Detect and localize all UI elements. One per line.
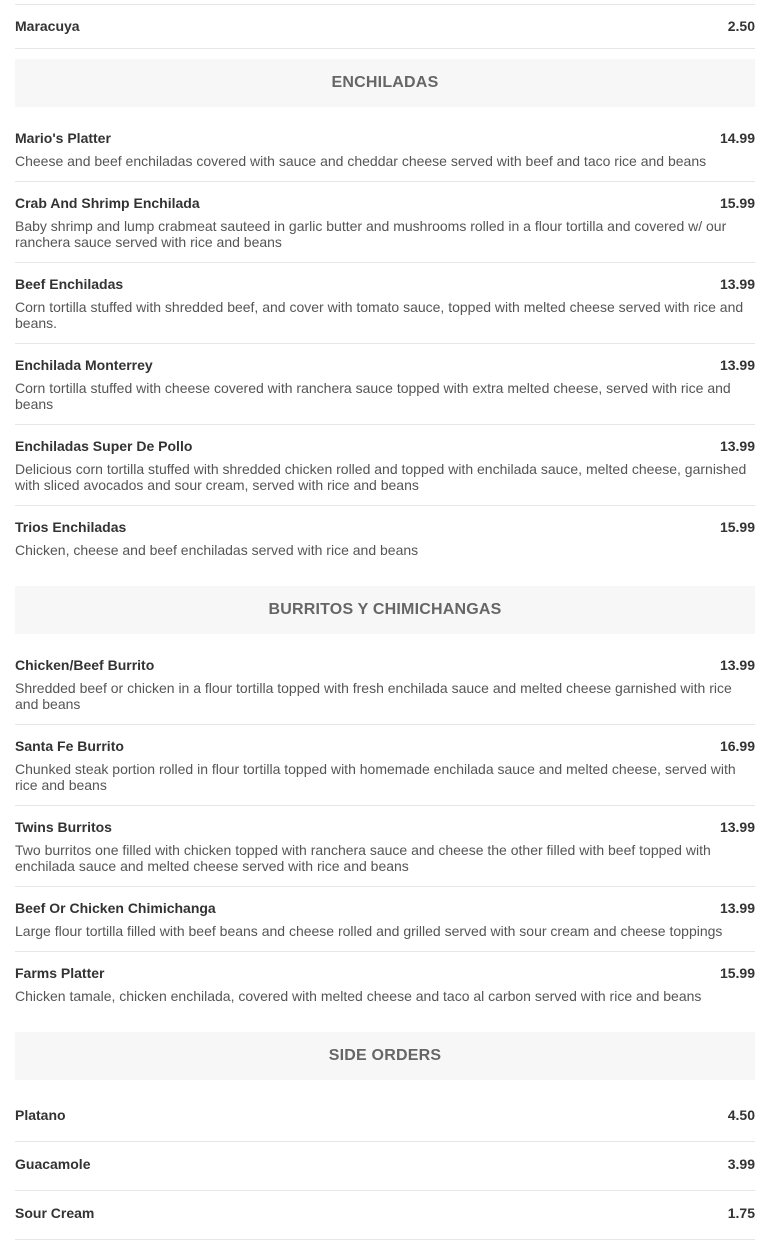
item-price: 13.99 bbox=[719, 900, 755, 916]
item-name: Mario's Platter bbox=[15, 130, 111, 146]
item-price: 1.75 bbox=[727, 1205, 755, 1221]
item-name: Sour Cream bbox=[15, 1205, 95, 1221]
item-name: Maracuya bbox=[15, 18, 80, 34]
item-name: Trios Enchiladas bbox=[15, 519, 127, 535]
item-price: 13.99 bbox=[719, 819, 755, 835]
item-name: Twins Burritos bbox=[15, 819, 112, 835]
menu-item[interactable] bbox=[15, 263, 755, 344]
item-description: Chunked steak portion rolled in flour tortilla topped with homemade enchilada sauce and melted cheese, served with rice and beans bbox=[15, 761, 736, 793]
menu-item[interactable] bbox=[15, 182, 755, 263]
item-name: Enchiladas Super De Pollo bbox=[15, 438, 193, 454]
section-title: SIDE ORDERS bbox=[328, 1047, 442, 1064]
item-description: Two burritos one filled with chicken topped with ranchera sauce and cheese the other filled with beef topped with enchilada sauce and melted cheese served with rice and beans bbox=[15, 842, 711, 874]
menu-item[interactable] bbox=[15, 425, 755, 506]
item-description: Delicious corn tortilla stuffed with shredded chicken rolled and topped with enchilada sauce, melted cheese, garnished with sliced avocados and sour cream, served with rice and beans bbox=[15, 461, 747, 493]
item-description: Corn tortilla stuffed with shredded beef, and cover with tomato sauce, topped with melted cheese served with rice and beans. bbox=[15, 299, 744, 331]
menu-item-maracuya[interactable] bbox=[15, 5, 755, 49]
item-price: 13.99 bbox=[719, 438, 755, 454]
section-header-burritos bbox=[15, 586, 755, 634]
menu-item[interactable] bbox=[15, 644, 755, 725]
menu-item[interactable] bbox=[15, 725, 755, 806]
menu-item[interactable] bbox=[15, 506, 755, 570]
item-price: 15.99 bbox=[719, 519, 755, 535]
item-price: 15.99 bbox=[719, 195, 755, 211]
section-header-enchiladas bbox=[15, 59, 755, 107]
item-price: 4.50 bbox=[727, 1107, 755, 1123]
menu-item[interactable] bbox=[15, 1090, 755, 1142]
item-name: Farms Platter bbox=[15, 965, 105, 981]
menu-list bbox=[15, 0, 755, 1240]
item-description: Corn tortilla stuffed with cheese covered with ranchera sauce topped with extra melted cheese, served with rice and beans bbox=[15, 380, 731, 412]
item-name: Beef Or Chicken Chimichanga bbox=[15, 900, 216, 916]
item-price: 13.99 bbox=[719, 657, 755, 673]
menu-item[interactable] bbox=[15, 117, 755, 182]
section-header-side-orders bbox=[15, 1032, 755, 1080]
item-description: Chicken, cheese and beef enchiladas served with rice and beans bbox=[15, 542, 419, 558]
item-name: Santa Fe Burrito bbox=[15, 738, 124, 754]
item-description: Baby shrimp and lump crabmeat sauteed in garlic butter and mushrooms rolled in a flour tortilla and covered w/ our ranchera sauce served with rice and beans bbox=[15, 218, 727, 250]
item-description: Shredded beef or chicken in a flour tortilla topped with fresh enchilada sauce and melted cheese garnished with rice and beans bbox=[15, 680, 732, 712]
item-name: Enchilada Monterrey bbox=[15, 357, 153, 373]
item-description: Large flour tortilla filled with beef beans and cheese rolled and grilled served with sour cream and cheese toppings bbox=[15, 923, 723, 939]
item-name: Beef Enchiladas bbox=[15, 276, 124, 292]
item-description: Cheese and beef enchiladas covered with sauce and cheddar cheese served with beef and taco rice and beans bbox=[15, 153, 707, 169]
item-price: 14.99 bbox=[719, 130, 755, 146]
item-name: Guacamole bbox=[15, 1156, 91, 1172]
item-price: 3.99 bbox=[727, 1156, 755, 1172]
menu-item[interactable] bbox=[15, 1191, 755, 1240]
item-description: Chicken tamale, chicken enchilada, covered with melted cheese and taco al carbon served with rice and beans bbox=[15, 988, 702, 1004]
menu-item[interactable] bbox=[15, 806, 755, 887]
item-name: Platano bbox=[15, 1107, 66, 1123]
menu-item[interactable] bbox=[15, 1142, 755, 1191]
item-price: 13.99 bbox=[719, 276, 755, 292]
item-price: 2.50 bbox=[727, 18, 755, 34]
item-price: 15.99 bbox=[719, 965, 755, 981]
section-title: ENCHILADAS bbox=[331, 74, 439, 91]
menu-item[interactable] bbox=[15, 887, 755, 952]
item-price: 13.99 bbox=[719, 357, 755, 373]
menu-item[interactable] bbox=[15, 952, 755, 1016]
item-name: Crab And Shrimp Enchilada bbox=[15, 195, 200, 211]
item-price: 16.99 bbox=[719, 738, 755, 754]
menu-item[interactable] bbox=[15, 344, 755, 425]
section-title: BURRITOS Y CHIMICHANGAS bbox=[268, 601, 502, 618]
item-name: Chicken/Beef Burrito bbox=[15, 657, 155, 673]
